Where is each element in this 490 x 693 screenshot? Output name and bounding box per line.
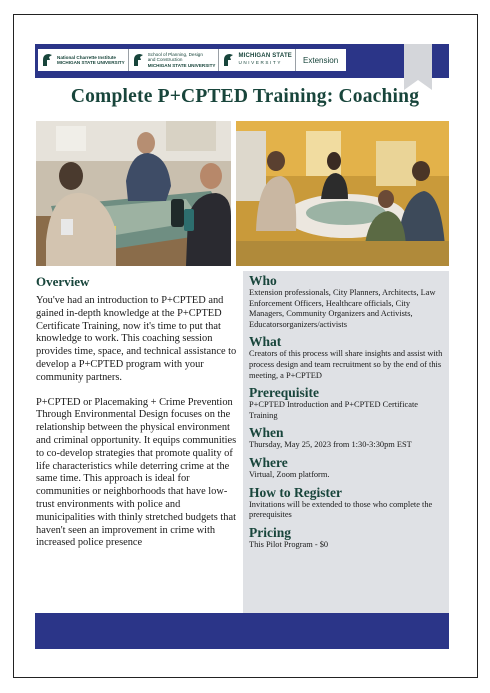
register-body: Invitations will be extended to those who complete the prerequisites [249, 499, 433, 520]
when-section [249, 425, 444, 451]
register-section [249, 485, 444, 521]
spartan-helmet-icon [132, 53, 145, 68]
logo-spdc-line2: and Construction [147, 57, 183, 63]
event-details-panel [243, 271, 449, 613]
workshop-photo-left [36, 121, 231, 266]
pricing-section [249, 525, 444, 551]
pricing-heading: Pricing [249, 524, 291, 540]
footer-band [35, 613, 449, 649]
who-body: Extension professionals, City Planners, Architects, Law Enforcement Officers, Healthcare officials, City Managers, Community Organizers and Activists, Educatorsorganizers/activists [249, 288, 436, 329]
workshop-photo-right [236, 121, 449, 266]
where-heading: Where [249, 454, 288, 470]
logo-ncri [38, 49, 129, 71]
pricing-body: This Pilot Program - $0 [249, 539, 329, 549]
logo-ncri-name: National Charrette Institute [57, 54, 116, 60]
bookmark-icon [404, 44, 432, 90]
overview-paragraph-1: You've had an introduction to P+CPTED and gained in-depth knowledge at the P+CPTED Certificate Training, now it's time to put that knowledge to work. This coaching session provides time, space, and technical assistance to develop a P+CPTED program with your community partners. [36, 295, 237, 383]
who-heading: Who [249, 273, 277, 288]
spartan-helmet-icon [222, 53, 235, 68]
when-body: Thursday, May 25, 2023 from 1:30-3:30pm EST [249, 440, 412, 450]
overview-paragraph-2: P+CPTED or Placemaking + Crime Prevention Through Environmental Design focuses on the relationship between the physical environment and criminal opportunity. It equips communities to co-develop strategies that promote quality of life characteristics while deterring crime at the same time. This approach is ideal for communities or neighborhoods that have low-trust environments with police and municipalities with thinly stretched budgets that haven't seen an improvement in crime with increased police presence [36, 396, 237, 549]
logo-msu [219, 49, 296, 71]
what-section [249, 334, 444, 381]
where-body: Virtual, Zoom platform. [249, 469, 330, 479]
logo-extension-label: Extension [303, 55, 339, 65]
logo-spdc [129, 49, 220, 71]
logo-msu-line1: MICHIGAN STATE [238, 53, 293, 60]
logo-msu-line2: UNIVERSITY [238, 60, 283, 65]
overview-heading: Overview [36, 274, 90, 289]
prerequisite-section [249, 385, 444, 421]
what-heading: What [249, 334, 282, 350]
when-heading: When [249, 425, 284, 441]
logo-ncri-msu: MICHIGAN STATE UNIVERSITY [57, 60, 125, 65]
prerequisite-heading: Prerequisite [249, 385, 319, 401]
where-section [249, 455, 444, 481]
prerequisite-body: P+CPTED Introduction and P+CPTED Certificate Training [249, 400, 419, 420]
logo-spdc-line1: School of Planning, Design [147, 52, 203, 58]
overview-section [36, 274, 240, 550]
page-title: Complete P+CPTED Training: Coaching [70, 86, 420, 107]
spartan-helmet-icon [41, 53, 54, 68]
who-section [249, 273, 444, 330]
logo-spdc-line3: MICHIGAN STATE UNIVERSITY [147, 62, 216, 68]
partner-logos [38, 49, 346, 71]
logo-extension [296, 49, 341, 71]
what-body: Creators of this process will share insights and assist with process design and team recruitment so by the end of this meeting, a P+CPTED [249, 349, 443, 380]
register-heading: How to Register [249, 484, 342, 500]
